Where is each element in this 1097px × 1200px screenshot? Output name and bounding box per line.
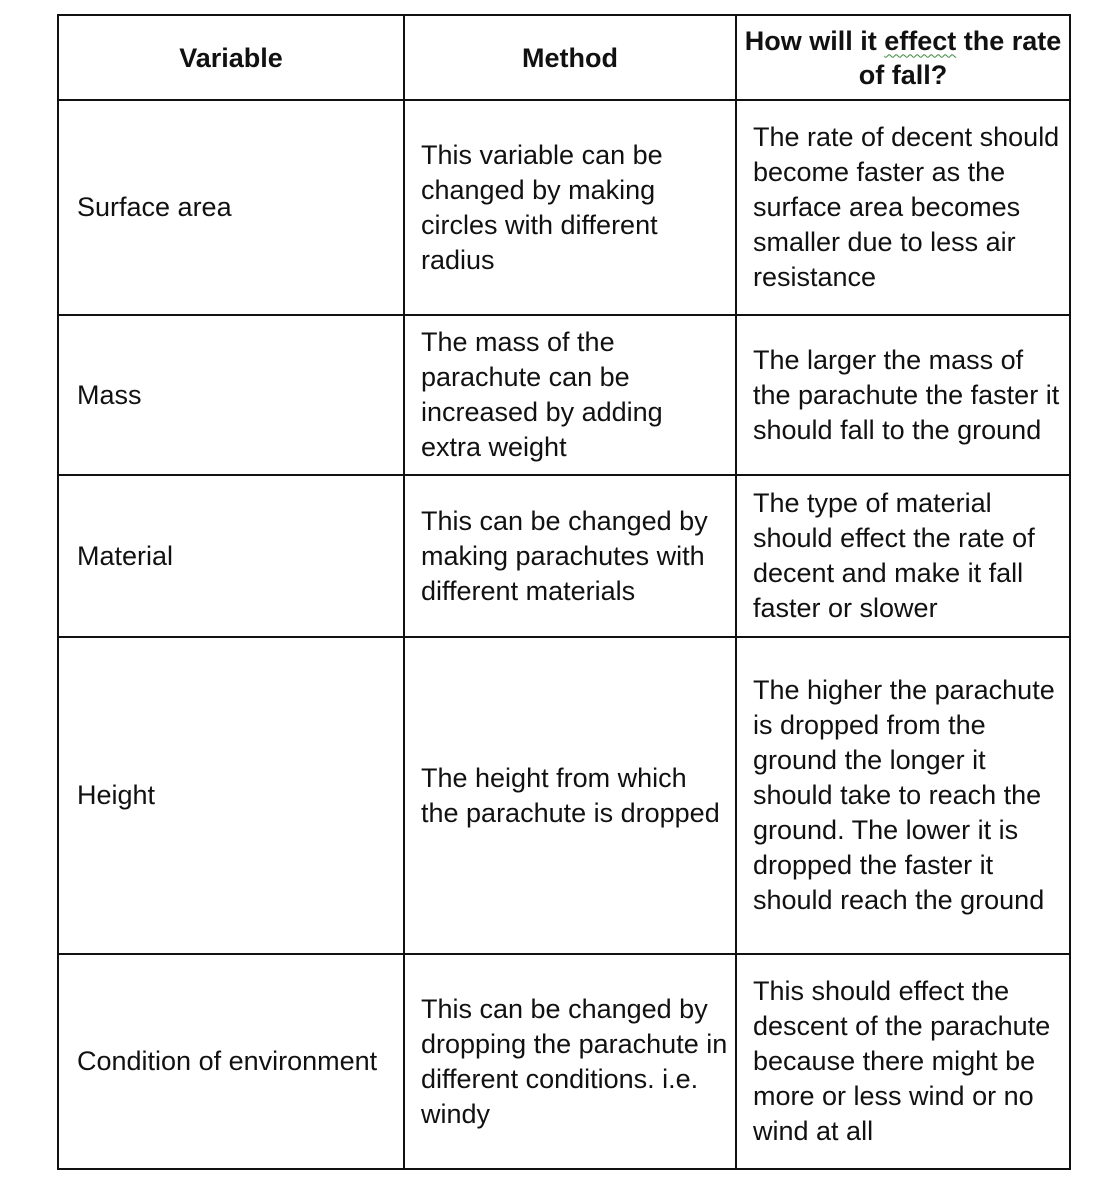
header-effect-pre: How will it bbox=[744, 25, 885, 56]
effect-cell: The larger the mass of the parachute the faster it should fall to the ground bbox=[736, 315, 1070, 475]
variable-cell: Material bbox=[58, 475, 404, 637]
table-header-row bbox=[58, 15, 1070, 100]
method-cell: This can be changed by making parachutes with different materials bbox=[404, 475, 736, 637]
table-row bbox=[58, 475, 1070, 637]
header-variable: Variable bbox=[58, 15, 404, 100]
effect-cell: The rate of decent should become faster as the surface area becomes smaller due to less air resistance bbox=[736, 100, 1070, 315]
table-row bbox=[58, 100, 1070, 315]
effect-cell: The type of material should effect the rate of decent and make it fall faster or slower bbox=[736, 475, 1070, 637]
header-method: Method bbox=[404, 15, 736, 100]
variable-cell: Surface area bbox=[58, 100, 404, 315]
variable-cell: Condition of environment bbox=[58, 954, 404, 1169]
method-cell: This can be changed by dropping the parachute in different conditions. i.e. windy bbox=[404, 954, 736, 1169]
effect-cell: This should effect the descent of the parachute because there might be more or less wind or no wind at all bbox=[736, 954, 1070, 1169]
method-cell: This variable can be changed by making circles with different radius bbox=[404, 100, 736, 315]
header-effect-word: effect bbox=[884, 25, 957, 56]
variable-cell: Mass bbox=[58, 315, 404, 475]
header-effect-post: the rate of fall? bbox=[858, 25, 1062, 90]
table-row bbox=[58, 315, 1070, 475]
variables-table bbox=[57, 14, 1071, 1170]
variable-cell: Height bbox=[58, 637, 404, 954]
table-row bbox=[58, 954, 1070, 1169]
header-effect bbox=[736, 15, 1070, 100]
method-cell: The height from which the parachute is dropped bbox=[404, 637, 736, 954]
effect-cell: The higher the parachute is dropped from the ground the longer it should take to reach the ground. The lower it is dropped the faster it should reach the ground bbox=[736, 637, 1070, 954]
method-cell: The mass of the parachute can be increased by adding extra weight bbox=[404, 315, 736, 475]
table-row bbox=[58, 637, 1070, 954]
